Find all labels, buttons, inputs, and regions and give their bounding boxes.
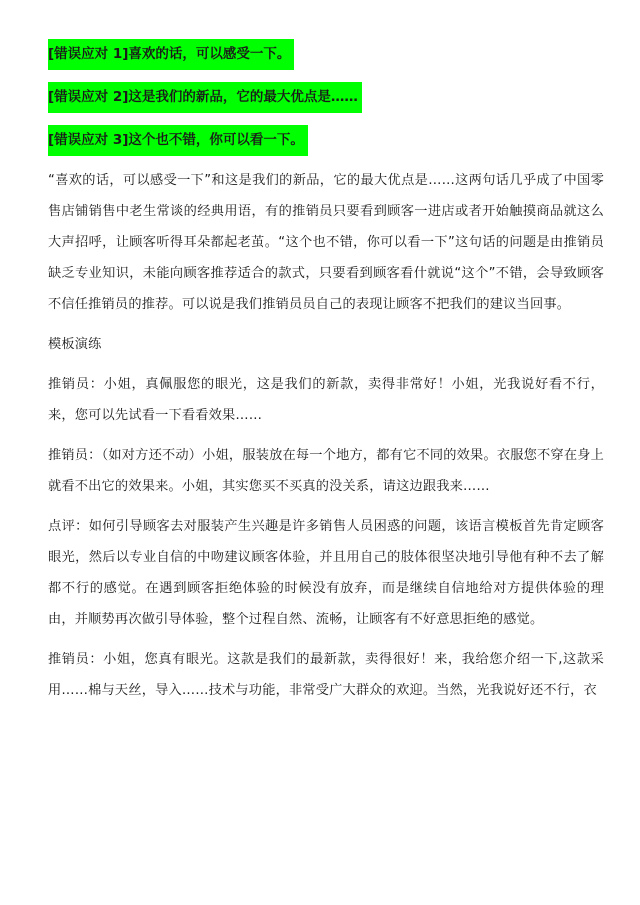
- highlight-text: [错误应对 3]这个也不错，你可以看一下。: [48, 125, 308, 155]
- section-heading: 模板演练: [48, 337, 102, 352]
- document-body: [48, 165, 604, 706]
- dialogue-paragraph: 推销员：小姐，真佩服您的眼光，这是我们的新款，卖得非常好！小姐，光我说好看不行，来，您可以先试看一下看看效果……: [48, 377, 604, 423]
- wrong-response-2: [48, 79, 604, 116]
- analysis-paragraph: “喜欢的话，可以感受一下”和这是我们的新品，它的最大优点是……这两句话几乎成了中国零售店铺销售中老生常谈的经典用语，有的推销员只要看到顾客一进店或者开始触摸商品就这么大声招呼，让顾客听得耳朵都起老茧。“这个也不错，你可以看一下”这句话的问题是由推销员缺乏专业知识，未能向顾客推荐适合的款式，只要看到顾客看什就说“这个”不错，会导致顾客不信任推销员的推荐。可以说是我们推销员员自己的表现让顾客不把我们的建议当回事。: [48, 173, 604, 312]
- document-page: [48, 36, 604, 706]
- wrong-response-3: [48, 122, 604, 159]
- dialogue-paragraph: 推销员：小姐，您真有眼光。这款是我们的最新款，卖得很好！来，我给您介绍一下,这款采用……棉与天丝，导入……技术与功能，非常受广大群众的欢迎。当然，光我说好还不行，衣: [48, 652, 604, 698]
- highlight-text: [错误应对 2]这是我们的新品，它的最大优点是……: [48, 82, 362, 112]
- highlight-text: [错误应对 1]喜欢的话，可以感受一下。: [48, 39, 294, 69]
- wrong-response-1: [48, 36, 604, 73]
- comment-paragraph: 点评：如何引导顾客去对服装产生兴趣是许多销售人员困惑的问题，该语言模板首先肯定顾客眼光，然后以专业自信的中吻建议顾客体验，并且用自己的肢体很坚决地引导他有种不去了解都不行的感觉。在遇到顾客拒绝体验的时候没有放弃，而是继续自信地给对方提供体验的理由，并顺势再次做引导体验，整个过程自然、流畅，让顾客有不好意思拒绝的感觉。: [48, 519, 604, 627]
- dialogue-paragraph: 推销员：（如对方还不动）小姐，服装放在每一个地方，都有它不同的效果。衣服您不穿在身上就看不出它的效果来。小姐，其实您买不买真的没关系，请这边跟我来……: [48, 448, 604, 494]
